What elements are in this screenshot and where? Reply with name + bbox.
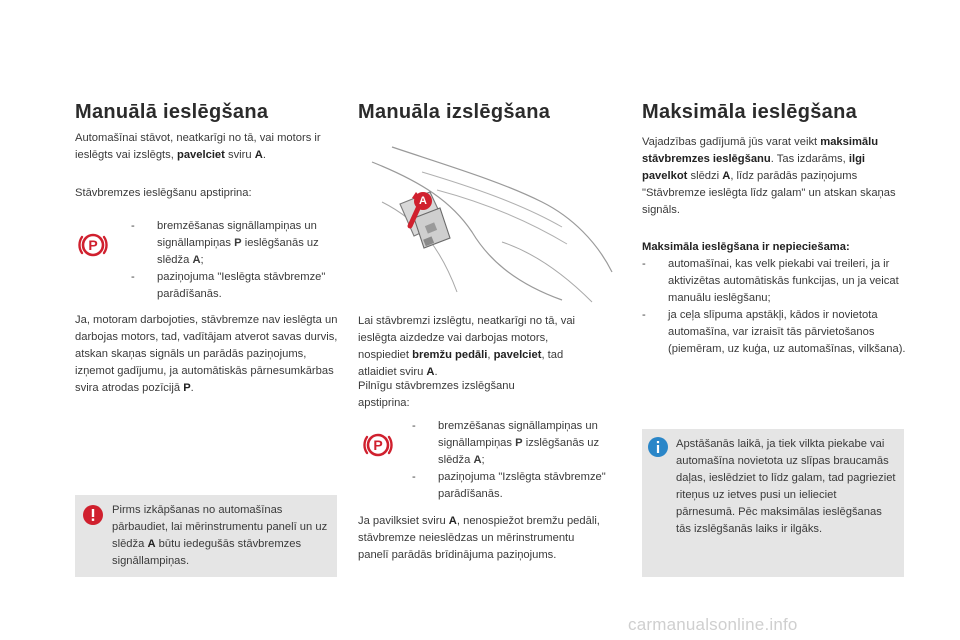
info-note-text: Apstāšanās laikā, ja tiek vilkta piekabe vai automašīna novietota uz slīpas braucamās daļas, ieslēdziet to līdz galam, tad pagrieziet riteņus uz ietves pusi un ielieciet pārnesumā. Pēc maksimālas ieslēgšanas tās izslēgšanās laiks ir ilgāks.: [676, 438, 896, 535]
console-illustration: [362, 142, 620, 310]
col1-confirmation-list: [131, 218, 346, 303]
warning-note-box: [75, 495, 337, 577]
list-item: - bremzēšanas signāllampiņas un signāllampiņas P ieslēgšanās uz slēdža A;: [131, 220, 319, 266]
parking-brake-warning-icon: [362, 429, 394, 461]
col2-paragraph-2: Pilnīgu stāvbremzes izslēgšanu apstiprina:: [358, 380, 515, 409]
col1-paragraph-1: Automašīnai stāvot, neatkarīgi no tā, vai motors ir ieslēgts vai izslēgts, pavelciet sviru A.: [75, 132, 321, 161]
svg-text:P: P: [373, 437, 383, 453]
svg-text:P: P: [88, 237, 98, 253]
col1-paragraph-3: Ja, motoram darbojoties, stāvbremze nav ieslēgta un darbojas motors, tad, vadītājam atverot savas durvis, atskan skaņas signāls un parādās paziņojums, izņemot gadījumu, ja automātiskās pārnesumkārbas svira atrodas pozīcijā P.: [75, 314, 338, 394]
list-item: - automašīnai, kas velk piekabi vai treileri, ja ir aktivizētas automātiskās funkcijas, un ja veicat manuālu ieslēgšanu;: [642, 258, 899, 304]
list-item: - ja ceļa slīpuma apstākļi, kādos ir novietota automašīna, var izraisīt tās pārvietošanos (piemēram, uz kuģa, uz automašīnas, vilkšana).: [642, 309, 906, 355]
warning-note-text: Pirms izkāpšanas no automašīnas pārbaudiet, lai mērinstrumentu panelī un uz slēdža A būtu iedegušās stāvbremzes signāllampiņas.: [112, 504, 328, 567]
warning-icon: [83, 505, 103, 525]
col2-confirmation-list: [412, 418, 627, 503]
parking-brake-warning-icon: [77, 229, 109, 261]
col2-paragraph-3: Ja pavilksiet sviru A, nenospiežot bremžu pedāli, stāvbremze neieslēdzas un mērinstrumentu panelī parādās brīdinājuma paziņojums.: [358, 515, 600, 561]
list-item: - paziņojuma "Ieslēgta stāvbremze" parādīšanās.: [131, 271, 326, 300]
list-item: - paziņojuma "Izslēgta stāvbremze" parādīšanās.: [412, 471, 606, 500]
callout-label-a: A: [414, 192, 432, 210]
info-note-box: [642, 429, 904, 577]
info-icon: [648, 437, 668, 457]
footer-watermark: carmanualsonline.info: [628, 615, 798, 634]
heading-manual-release: Manuāla izslēgšana: [358, 101, 551, 123]
col2-paragraph-1: Lai stāvbremzi izslēgtu, neatkarīgi no tā, vai ieslēgta aizdedze vai darbojas motors, nospiediet bremžu pedāli, pavelciet, tad atlaidiet sviru A.: [358, 315, 576, 378]
heading-manual-engage: Manuālā ieslēgšana: [75, 101, 269, 123]
list-item: - bremzēšanas signāllampiņas un signāllampiņas P izslēgšanās uz slēdža A;: [412, 420, 600, 466]
col3-paragraph-1: Vajadzības gadījumā jūs varat veikt maksimālu stāvbremzes ieslēgšanu. Tas izdarāms, ilgi pavelkot slēdzi A, līdz parādās paziņojums "Stāvbremze ieslēgta līdz galam" un atskan skaņas signāls.: [642, 136, 896, 216]
heading-maximum-engage: Maksimāla ieslēgšana: [642, 101, 858, 123]
col1-paragraph-2: Stāvbremzes ieslēgšanu apstiprina:: [75, 187, 252, 199]
col3-requirement-list: [642, 256, 907, 358]
col3-subheading: Maksimāla ieslēgšana ir nepieciešama:: [642, 241, 850, 253]
